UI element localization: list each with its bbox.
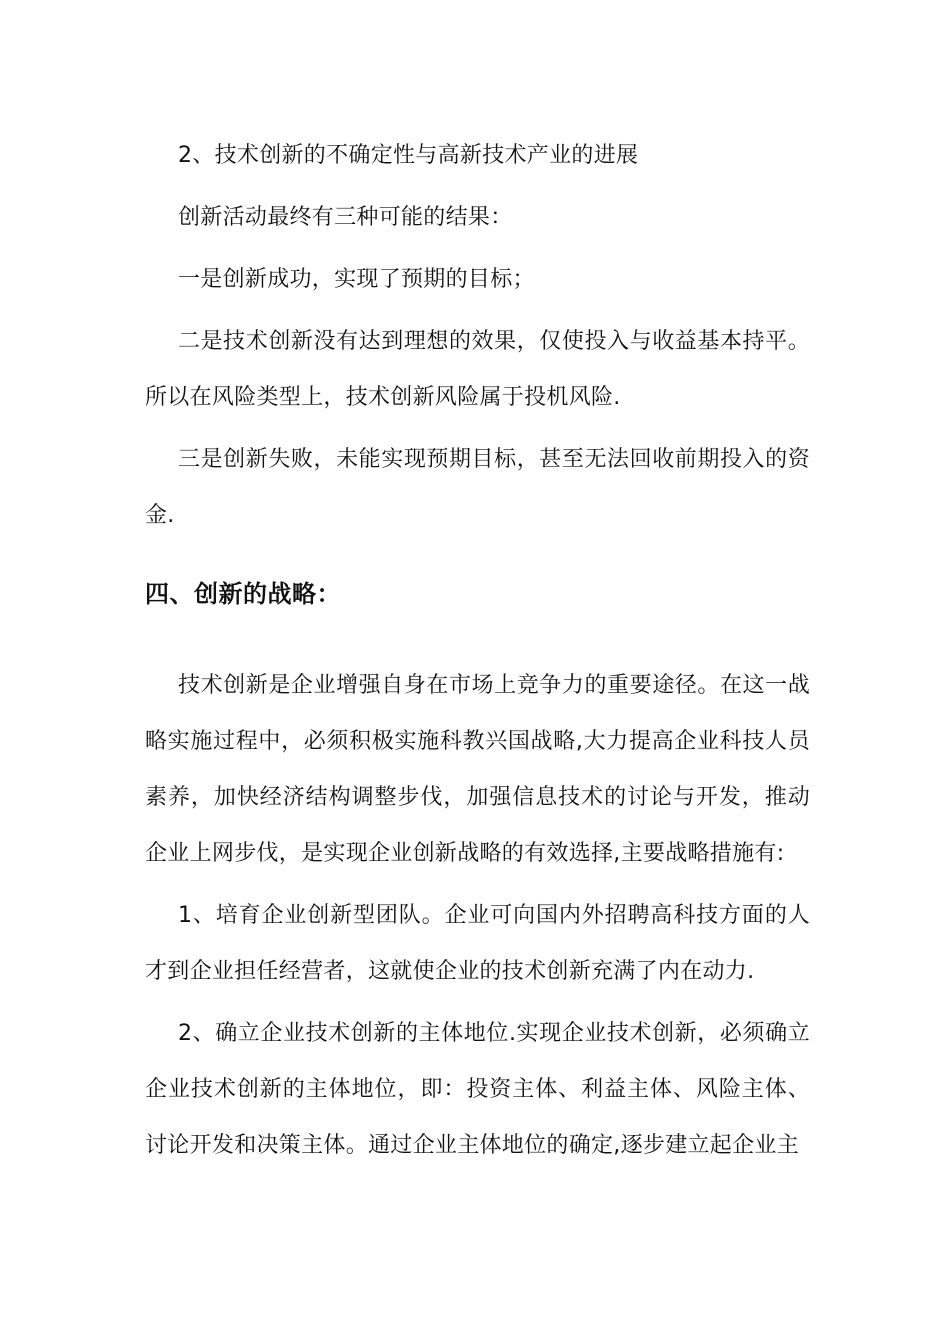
paragraph-outcomes-intro: 创新活动最终有三种可能的结果： xyxy=(178,205,513,230)
paragraph-subheading-2: 2、技术创新的不确定性与高新技术产业的进展 xyxy=(178,143,639,168)
paragraph-outcome-2: 二是技术创新没有达到理想的效果，仅使投入与收益基本持平。所以在风险类型上，技术创新风险属于投机风险. xyxy=(145,329,810,410)
document-body xyxy=(145,128,810,1174)
paragraph-outcome-3: 三是创新失败，未能实现预期目标，甚至无法回收前期投入的资金. xyxy=(145,447,810,528)
paragraph-measure-2: 2、确立企业技术创新的主体地位.实现企业技术创新，必须确立企业技术创新的主体地位，即：投资主体、利益主体、风险主体、讨论开发和决策主体。通过企业主体地位的确定,逐步建立起企业主 xyxy=(145,1021,810,1158)
paragraph-measure-1: 1、培育企业创新型团队。企业可向国内外招聘高科技方面的人才到企业担任经营者，这就使企业的技术创新充满了内在动力. xyxy=(145,903,810,984)
paragraph-strategy-intro: 技术创新是企业增强自身在市场上竞争力的重要途径。在这一战略实施过程中，必须积极实施科教兴国战略,大力提高企业科技人员素养，加快经济结构调整步伐，加强信息技术的讨论与开发，推动企业上网步伐，是实现企业创新战略的有效选择,主要战略措施有: xyxy=(145,673,810,866)
paragraph-outcome-1: 一是创新成功，实现了预期的目标； xyxy=(178,267,535,292)
section-heading-4: 四、创新的战略： xyxy=(145,580,341,608)
